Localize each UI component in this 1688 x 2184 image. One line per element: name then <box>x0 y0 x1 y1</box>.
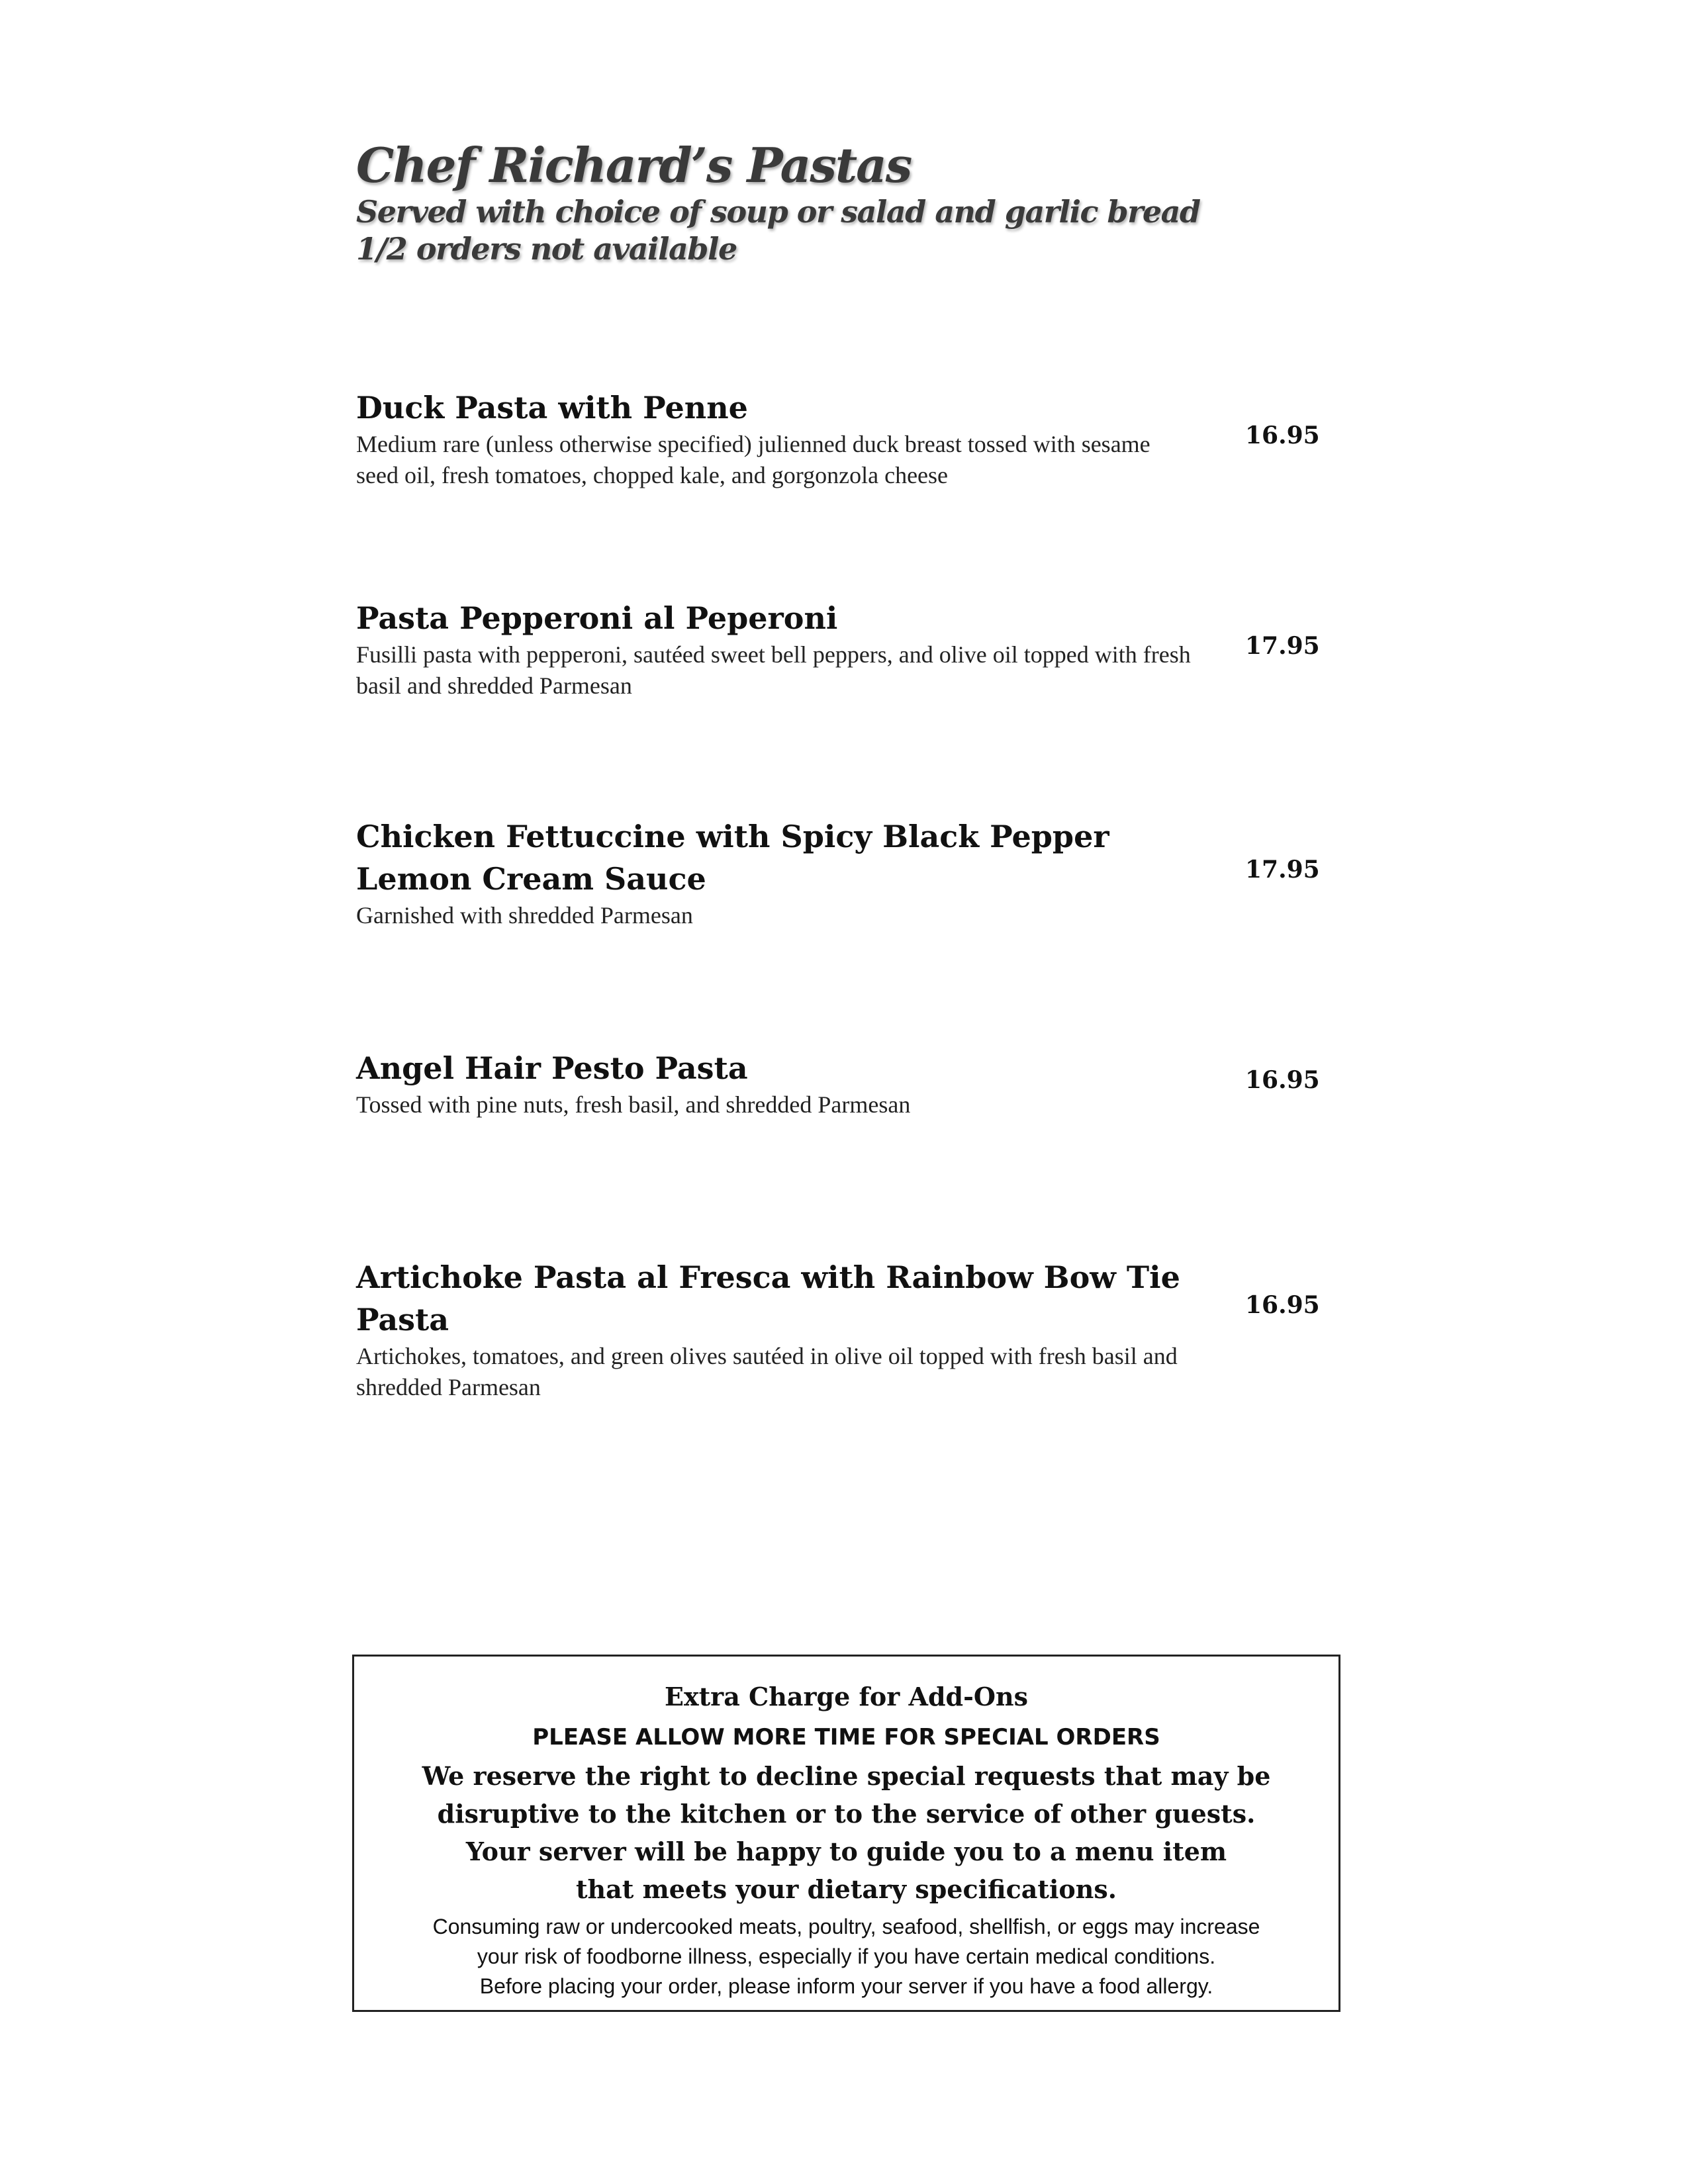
notice-line: that meets your dietary specifications. <box>576 1874 1117 1904</box>
notice-line: disruptive to the kitchen or to the service of other guests. <box>437 1799 1256 1829</box>
menu-header <box>356 138 1349 267</box>
menu-item-pasta-pepperoni <box>356 597 1336 702</box>
menu-item-price: 16.95 <box>1245 422 1320 449</box>
notice-special-orders: PLEASE ALLOW MORE TIME FOR SPECIAL ORDERS <box>532 1724 1160 1751</box>
menu-item-chicken-fettuccine <box>356 815 1336 931</box>
special-orders-notice <box>352 1655 1340 2012</box>
menu-item-description: Artichokes, tomatoes, and green olives sautéed in olive oil topped with fresh basil and shredded Parmesan <box>356 1343 1178 1400</box>
menu-item-name: Angel Hair Pesto Pasta <box>356 1050 748 1086</box>
notice-line: We reserve the right to decline special requests that may be <box>422 1761 1271 1791</box>
menu-item-artichoke-pasta <box>356 1256 1336 1403</box>
menu-item-name: Pasta Pepperoni al Peperoni <box>356 600 838 636</box>
menu-item-price: 16.95 <box>1245 1066 1320 1094</box>
menu-item-description: Medium rare (unless otherwise specified) julienned duck breast tossed with sesame seed oil, fresh tomatoes, chopped kale, and gorgonzola cheese <box>356 431 1150 488</box>
menu-item-name: Artichoke Pasta al Fresca with Rainbow Bow Tie Pasta <box>356 1259 1180 1338</box>
menu-item-description: Tossed with pine nuts, fresh basil, and shredded Parmesan <box>356 1091 911 1118</box>
disclaimer-line: Before placing your order, please inform your server if you have a food allergy. <box>479 1974 1213 1998</box>
subtitle-sides: Served with choice of soup or salad and garlic bread <box>356 194 1200 230</box>
notice-heading: Extra Charge for Add-Ons <box>665 1682 1028 1711</box>
subtitle-half-orders: 1/2 orders not available <box>356 231 737 267</box>
menu-item-duck-pasta <box>356 387 1336 491</box>
page-title: Chef Richard’s Pastas <box>356 137 912 193</box>
menu-item-price: 17.95 <box>1245 856 1320 884</box>
disclaimer-line: Consuming raw or undercooked meats, poultry, seafood, shellfish, or eggs may increase <box>432 1915 1260 1938</box>
menu-item-price: 16.95 <box>1245 1291 1320 1319</box>
menu-item-price: 17.95 <box>1245 632 1320 660</box>
menu-item-description: Fusilli pasta with pepperoni, sautéed sweet bell peppers, and olive oil topped with fresh basil and shredded Parmesan <box>356 641 1191 699</box>
notice-line: Your server will be happy to guide you to a menu item <box>465 1837 1227 1866</box>
menu-item-description: Garnished with shredded Parmesan <box>356 902 693 929</box>
menu-item-name: Chicken Fettuccine with Spicy Black Pepper Lemon Cream Sauce <box>356 819 1109 897</box>
menu-item-name: Duck Pasta with Penne <box>356 390 748 426</box>
food-safety-disclaimer <box>354 1912 1338 2001</box>
menu-item-angel-hair-pesto <box>356 1047 1336 1120</box>
disclaimer-line: your risk of foodborne illness, especially if you have certain medical conditions. <box>477 1944 1216 1968</box>
